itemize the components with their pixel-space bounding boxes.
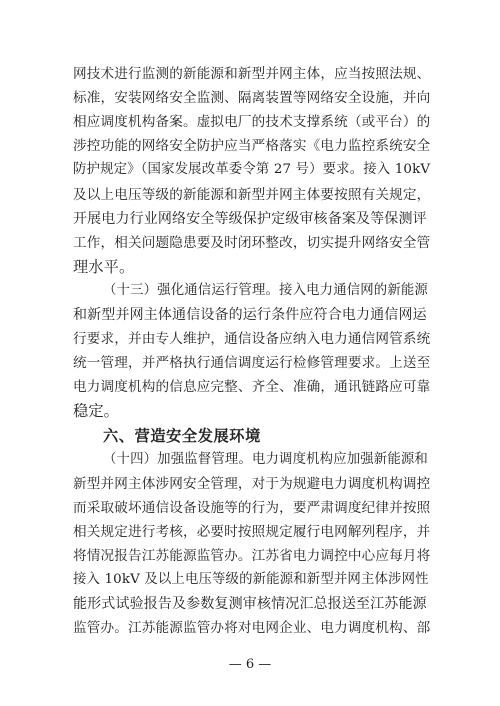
body-line: 稳定。 xyxy=(73,402,120,421)
body-line: 新型并网主体涉网安全管理，对于为规避电力调度机构调控 xyxy=(73,475,431,492)
body-line: 接入 10kV 及以上电压等级的新能源和新型并网主体涉网性 xyxy=(73,572,429,588)
body-line: 涉控功能的网络安全防护应当严格落实《电力监控系统安全 xyxy=(73,138,431,155)
paragraph-14-start: （十四）加强监督管理。电力调度机构应加强新能源和 xyxy=(103,451,428,467)
body-line: 网技术进行监测的新能源和新型并网主体，应当按照法规、 xyxy=(73,66,431,82)
body-line: 而采取破坏通信设备设施等的行为，要严肃调度纪律并按照 xyxy=(73,499,431,516)
body-line: 标准，安装网络安全监测、隔离装置等网络安全设施，并向 xyxy=(73,90,431,107)
body-line: 防护规定》（国家发展改革委令第 27 号）要求。接入 10kV xyxy=(73,162,431,178)
body-line: 相应调度机构备案。虚拟电厂的技术支撑系统（或平台）的 xyxy=(73,114,431,131)
paragraph-13-start: （十三）强化通信运行管理。接入电力通信网的新能源 xyxy=(103,282,428,298)
body-line: 相关规定进行考核，必要时按照规定履行电网解列程序，并 xyxy=(73,523,431,540)
page-number: — 6 — xyxy=(228,657,272,672)
body-line: 开展电力行业网络安全等级保护定级审核备案及等保测评 xyxy=(73,210,427,227)
body-line: 工作，相关问题隐患要及时闭环整改，切实提升网络安全管 xyxy=(73,234,431,251)
body-line: 理水平。 xyxy=(73,257,135,276)
body-line: 统一管理，并严格执行通信调度运行检修管理要求。上送至 xyxy=(73,355,431,372)
body-line: 将情况报告江苏能源监管办。江苏省电力调控中心应每月将 xyxy=(73,548,431,564)
body-line: 和新型并网主体通信设备的运行条件应符合电力通信网运 xyxy=(73,307,427,323)
body-line: 监管办。江苏能源监管办将对电网企业、电力调度机构、部 xyxy=(73,620,431,637)
body-line: 电力调度机构的信息应完整、齐全、准确，通讯链路应可靠 xyxy=(73,379,431,396)
body-line: 及以上电压等级的新能源和新型并网主体要按照有关规定， xyxy=(73,186,431,203)
section-heading: 六、营造安全发展环境 xyxy=(103,426,261,445)
body-line: 行要求，并由专人维护，通信设备应纳入电力通信网管系统 xyxy=(73,331,431,348)
body-line: 能形式试验报告及参数复测审核情况汇总报送至江苏能源 xyxy=(73,596,427,613)
